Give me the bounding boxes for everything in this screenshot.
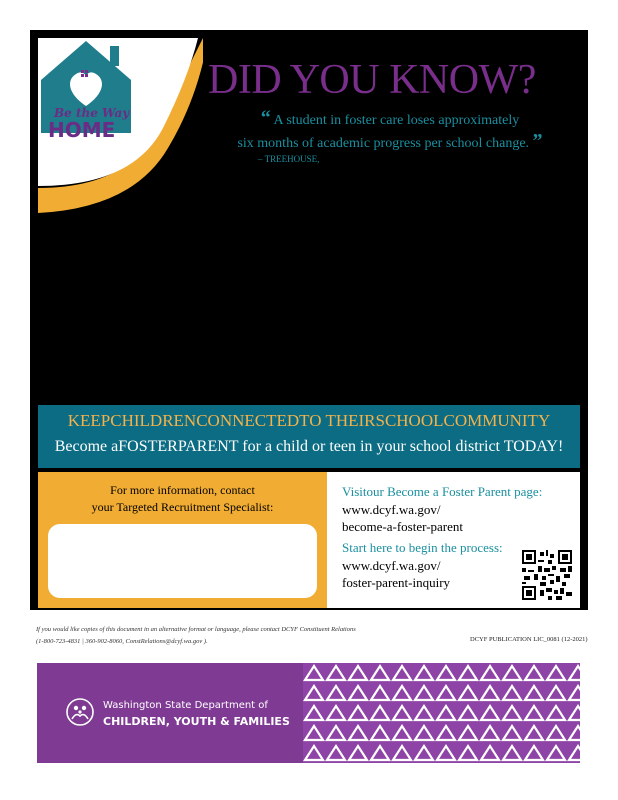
notice-line-2: (1-800-723-4831 | 360-902-8060, ConstRelations@dcyf.wa.gov ). xyxy=(36,638,208,645)
accessibility-notice xyxy=(36,624,466,648)
links-panel xyxy=(327,472,580,608)
contact-text xyxy=(38,482,327,516)
agency-footer-band xyxy=(37,663,580,763)
visit-url-line-2[interactable]: become-a-foster-parent xyxy=(342,519,463,534)
be-the-way-home-logo xyxy=(38,38,203,220)
quote-line-2: six months of academic progress per school change. xyxy=(237,136,530,151)
quote-line-1: A student in foster care loses approximately xyxy=(273,113,520,128)
agency-name-line-2: CHILDREN, YOUTH & FAMILIES xyxy=(103,715,290,728)
poster-panel xyxy=(30,30,588,610)
contact-line-1: For more information, contact xyxy=(110,483,255,497)
banner-headline: KEEPCHILDRENCONNECTEDTO THEIRSCHOOLCOMMUNITY xyxy=(67,411,551,430)
logo-wordmark: HOME xyxy=(48,118,116,142)
specialist-info-field[interactable] xyxy=(48,524,317,598)
start-heading: Start here to begin the process: xyxy=(342,540,503,555)
qr-code-icon[interactable] xyxy=(522,550,572,600)
notice-line-1: If you would like copies of this document in an alternative format or language, please contact DCYF Constituent Relations xyxy=(36,626,356,633)
dcyf-seal-icon xyxy=(65,697,95,727)
contact-line-2: your Targeted Recruitment Specialist: xyxy=(91,500,274,514)
triangle-pattern xyxy=(303,663,580,763)
start-url-line-2[interactable]: foster-parent-inquiry xyxy=(342,575,451,590)
quote-source: – TREEHOUSE, xyxy=(258,154,320,164)
visit-heading: Visitour Become a Foster Parent page: xyxy=(342,484,543,499)
visit-url-line-1[interactable]: www.dcyf.wa.gov/ xyxy=(342,502,441,517)
open-quote-mark: “ xyxy=(260,107,271,129)
agency-name-line-1: Washington State Department of xyxy=(103,700,268,711)
call-to-action-banner xyxy=(38,405,580,468)
close-quote-mark: ” xyxy=(532,130,543,152)
quote-block xyxy=(210,108,570,154)
banner-subline: Become aFOSTERPARENT for a child or teen in your school district TODAY! xyxy=(54,438,564,455)
logo-tagline: Be the Way xyxy=(54,106,130,120)
publication-number: DCYF PUBLICATION LIC_0081 (12-2021) xyxy=(470,636,588,643)
start-url-line-1[interactable]: www.dcyf.wa.gov/ xyxy=(342,558,441,573)
contact-panel xyxy=(38,472,327,608)
page-title: DID YOU KNOW? xyxy=(208,57,536,103)
